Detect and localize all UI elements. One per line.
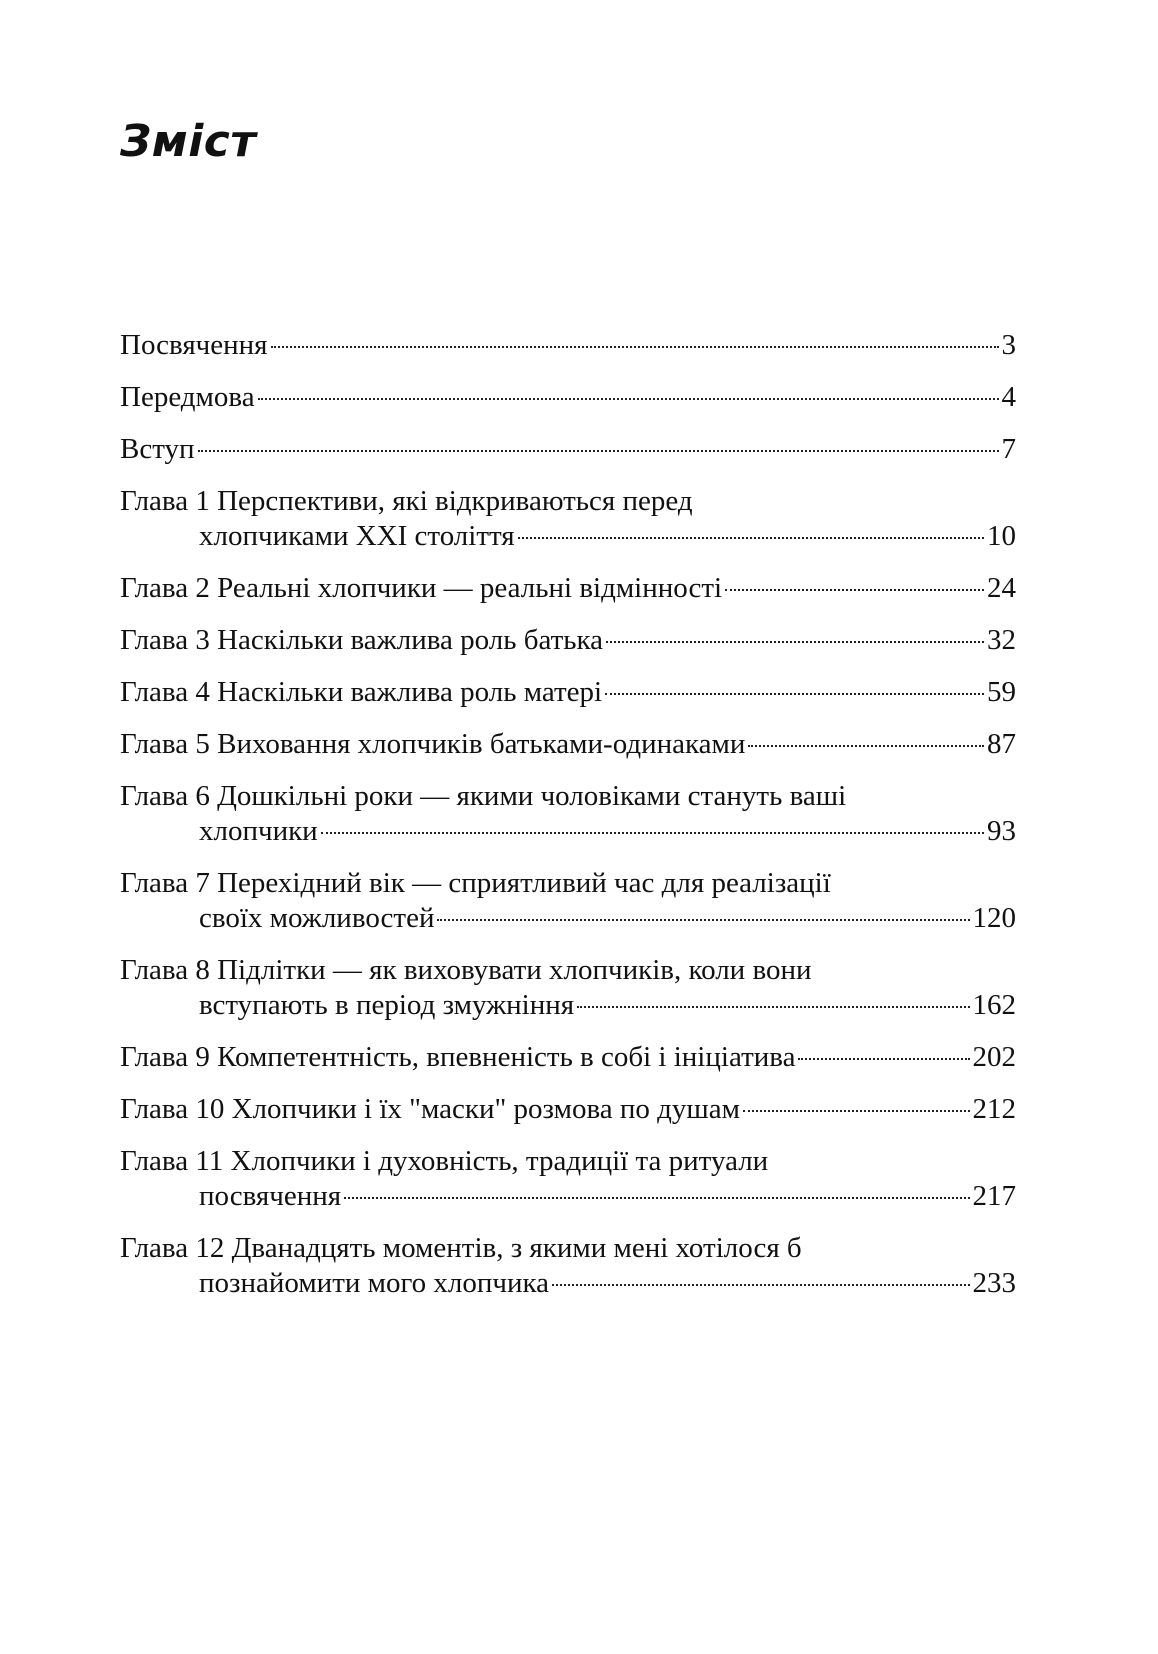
dot-leader [725, 589, 984, 591]
toc-entry-page: 4 [1001, 381, 1016, 413]
toc-entry-page: 162 [972, 989, 1016, 1021]
toc-entry-label: Глава 2 Реальні хлопчики — реальні відмінності [120, 572, 723, 604]
page-title: Зміст [120, 116, 257, 167]
toc-entry-page: 217 [972, 1180, 1016, 1212]
toc-entry-label: Глава 8 Підлітки — як виховувати хлопчиків, коли вони [120, 954, 812, 986]
toc-entry-page: 10 [987, 520, 1016, 552]
toc-entry-page: 233 [972, 1267, 1016, 1299]
toc-entry-label: Глава 1 Перспективи, які відкриваються перед [120, 485, 693, 517]
toc-entry-preface [120, 380, 1016, 415]
toc-entry-label: Глава 12 Дванадцять моментів, з якими мені хотілося б [120, 1232, 802, 1264]
toc-entry-label-continued: хлопчиками XXI століття [199, 520, 515, 552]
dot-leader [271, 346, 999, 348]
dot-leader [743, 1110, 970, 1112]
toc-entry-label: Глава 11 Хлопчики і духовність, традиції та ритуали [120, 1145, 769, 1177]
toc-entry-chapter-8 [120, 953, 1016, 1023]
dot-leader [605, 693, 984, 695]
toc-entry-label: Глава 10 Хлопчики і їх "маски" розмова по душам [120, 1093, 740, 1125]
toc-entry-label-continued: вступають в період змужніння [199, 989, 575, 1021]
toc-entry-label: Глава 9 Компетентність, впевненість в собі і ініціатива [120, 1041, 796, 1073]
dot-leader [748, 745, 984, 747]
toc-entry-chapter-6 [120, 779, 1016, 849]
toc-entry-chapter-9 [120, 1040, 1016, 1075]
toc-entry-label-continued: своїх можливостей [199, 902, 435, 934]
toc-entry-chapter-4 [120, 675, 1016, 710]
toc-entry-label-continued: посвячення [199, 1180, 342, 1212]
toc-entry-chapter-3 [120, 623, 1016, 658]
toc-entry-label: Глава 3 Наскільки важлива роль батька [120, 624, 604, 656]
toc-entry-chapter-5 [120, 727, 1016, 762]
dot-leader [606, 641, 984, 643]
toc-entry-page: 93 [987, 815, 1016, 847]
table-of-contents [120, 328, 1016, 1318]
toc-entry-page: 212 [972, 1093, 1016, 1125]
toc-entry-label: Передмова [120, 381, 255, 413]
dot-leader [258, 398, 999, 400]
dot-leader [577, 1006, 969, 1008]
toc-entry-chapter-7 [120, 866, 1016, 936]
toc-entry-introduction [120, 432, 1016, 467]
toc-entry-label: Глава 6 Дошкільні роки — якими чоловіками стануть ваші [120, 780, 847, 812]
toc-entry-page: 87 [987, 728, 1016, 760]
toc-entry-label-continued: познайомити мого хлопчика [199, 1267, 550, 1299]
dot-leader [437, 919, 969, 921]
toc-entry-chapter-2 [120, 571, 1016, 606]
toc-entry-chapter-12 [120, 1231, 1016, 1301]
toc-entry-page: 32 [987, 624, 1016, 656]
dot-leader [798, 1058, 969, 1060]
dot-leader [344, 1197, 969, 1199]
toc-entry-page: 24 [987, 572, 1016, 604]
dot-leader [198, 450, 999, 452]
dot-leader [518, 537, 984, 539]
toc-entry-label: Глава 5 Виховання хлопчиків батьками-одинаками [120, 728, 746, 760]
toc-entry-label-continued: хлопчики [199, 815, 318, 847]
toc-entry-page: 202 [972, 1041, 1016, 1073]
toc-entry-chapter-10 [120, 1092, 1016, 1127]
toc-entry-dedication [120, 328, 1016, 363]
toc-entry-label: Глава 4 Наскільки важлива роль матері [120, 676, 603, 708]
toc-entry-label: Глава 7 Перехідний вік — сприятливий час для реалізації [120, 867, 831, 899]
toc-entry-page: 7 [1001, 433, 1016, 465]
toc-entry-label: Посвячення [120, 329, 268, 361]
toc-entry-chapter-1 [120, 484, 1016, 554]
toc-entry-page: 120 [972, 902, 1016, 934]
dot-leader [552, 1284, 969, 1286]
toc-entry-page: 59 [987, 676, 1016, 708]
toc-entry-label: Вступ [120, 433, 195, 465]
toc-entry-chapter-11 [120, 1144, 1016, 1214]
dot-leader [321, 832, 984, 834]
toc-entry-page: 3 [1001, 329, 1016, 361]
